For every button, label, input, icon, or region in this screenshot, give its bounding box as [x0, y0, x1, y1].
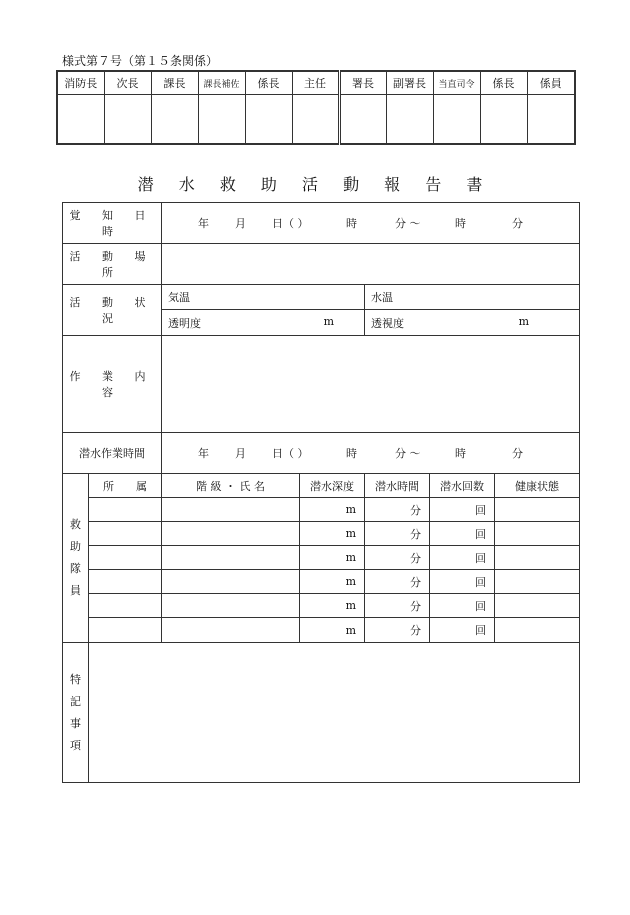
- rescue-header-dive-count: 潜水回数: [430, 474, 495, 498]
- table-row: [63, 618, 580, 643]
- approval-header-duty-commander: 当直司令: [433, 71, 480, 95]
- air-temp-label: 気温: [168, 291, 190, 304]
- special-notes-side-label: 特 記 事 項: [63, 643, 89, 783]
- dive-count-cell[interactable]: 回: [430, 594, 495, 618]
- affiliation-cell[interactable]: [89, 570, 162, 594]
- table-row: [63, 522, 580, 546]
- transparency-field[interactable]: [162, 310, 365, 336]
- stamp-cell[interactable]: [151, 95, 198, 145]
- rank-name-cell[interactable]: [162, 570, 300, 594]
- minute-unit: 分 〜: [395, 447, 421, 460]
- visibility-field[interactable]: [365, 310, 580, 336]
- stamp-cell[interactable]: [386, 95, 433, 145]
- approval-header-assistant-section-chief: 課長補佐: [198, 71, 245, 95]
- stamp-cell[interactable]: [104, 95, 151, 145]
- approval-header-chief-staff: 主任: [292, 71, 339, 95]
- approval-header-section-chief: 課長: [151, 71, 198, 95]
- stamp-cell[interactable]: [433, 95, 480, 145]
- stamp-cell[interactable]: [198, 95, 245, 145]
- hour-unit-2: 時: [455, 447, 466, 460]
- year-unit: 年: [198, 217, 209, 230]
- approval-header-subsection-chief-2: 係長: [480, 71, 527, 95]
- hour-unit: 時: [346, 217, 357, 230]
- visibility-unit: m: [518, 314, 530, 328]
- dive-time-cell[interactable]: 分: [365, 570, 430, 594]
- stamp-cell[interactable]: [245, 95, 292, 145]
- rescue-header-affiliation: 所 属: [89, 474, 162, 498]
- rank-name-cell[interactable]: [162, 522, 300, 546]
- health-cell[interactable]: [495, 546, 580, 570]
- rank-name-cell[interactable]: [162, 594, 300, 618]
- rescue-header-rank-name: 階 級 ・ 氏 名: [162, 474, 300, 498]
- hour-unit: 時: [346, 447, 357, 460]
- rescue-header-health: 健康状態: [495, 474, 580, 498]
- affiliation-cell[interactable]: [89, 546, 162, 570]
- stamp-cell[interactable]: [57, 95, 104, 145]
- table-row: [63, 594, 580, 618]
- document-title: 潜 水 救 助 活 動 報 告 書: [137, 175, 493, 194]
- health-cell[interactable]: [495, 594, 580, 618]
- approval-header-deputy-station-chief: 副署長: [386, 71, 433, 95]
- work-content-label: 作 業 内 容: [63, 336, 162, 433]
- minute-unit-2: 分: [512, 217, 523, 230]
- minute-unit-2: 分: [512, 447, 523, 460]
- awareness-datetime-label: 覚 知 日 時: [63, 203, 162, 244]
- dive-depth-cell[interactable]: m: [300, 570, 365, 594]
- affiliation-cell[interactable]: [89, 594, 162, 618]
- activity-place-label: 活 動 場 所: [63, 244, 162, 285]
- stamp-cell[interactable]: [339, 95, 386, 145]
- activity-status-label: 活 動 状 況: [63, 285, 162, 336]
- form-number: 様式第７号（第１５条関係）: [62, 54, 219, 68]
- approval-header-staff: 係員: [527, 71, 575, 95]
- table-row: [63, 546, 580, 570]
- hour-unit-2: 時: [455, 217, 466, 230]
- approval-header-fire-chief: 消防長: [57, 71, 104, 95]
- dive-count-cell[interactable]: 回: [430, 570, 495, 594]
- day-unit: 日（ ）: [272, 447, 309, 460]
- dive-depth-cell[interactable]: m: [300, 522, 365, 546]
- stamp-cell[interactable]: [527, 95, 575, 145]
- approval-stamp-table: [56, 70, 576, 145]
- health-cell[interactable]: [495, 570, 580, 594]
- air-temp-field[interactable]: [162, 285, 365, 310]
- transparency-label: 透明度: [168, 316, 201, 330]
- report-table: [62, 202, 580, 783]
- dive-depth-cell[interactable]: m: [300, 546, 365, 570]
- month-unit: 月: [235, 447, 246, 460]
- dive-work-time-field[interactable]: [162, 433, 580, 474]
- year-unit: 年: [198, 447, 209, 460]
- stamp-cell[interactable]: [292, 95, 339, 145]
- affiliation-cell[interactable]: [89, 498, 162, 522]
- table-row: [63, 570, 580, 594]
- affiliation-cell[interactable]: [89, 618, 162, 643]
- activity-place-field[interactable]: [162, 244, 580, 285]
- dive-depth-cell[interactable]: m: [300, 498, 365, 522]
- dive-count-cell[interactable]: 回: [430, 522, 495, 546]
- minute-unit: 分 〜: [395, 217, 421, 230]
- approval-header-station-chief: 署長: [339, 71, 386, 95]
- health-cell[interactable]: [495, 522, 580, 546]
- water-temp-field[interactable]: [365, 285, 580, 310]
- dive-work-time-label: 潜水作業時間: [63, 433, 162, 474]
- dive-count-cell[interactable]: 回: [430, 618, 495, 643]
- dive-depth-cell[interactable]: m: [300, 594, 365, 618]
- approval-header-subsection-chief: 係長: [245, 71, 292, 95]
- day-unit: 日（ ）: [272, 217, 309, 230]
- month-unit: 月: [235, 217, 246, 230]
- work-content-field[interactable]: [162, 336, 580, 433]
- rescue-header-dive-time: 潜水時間: [365, 474, 430, 498]
- dive-time-cell[interactable]: 分: [365, 522, 430, 546]
- dive-count-cell[interactable]: 回: [430, 498, 495, 522]
- stamp-cell[interactable]: [480, 95, 527, 145]
- dive-time-cell[interactable]: 分: [365, 546, 430, 570]
- transparency-unit: m: [323, 314, 334, 328]
- dive-time-cell[interactable]: 分: [365, 618, 430, 643]
- visibility-label: 透視度: [371, 316, 404, 330]
- dive-time-cell[interactable]: 分: [365, 498, 430, 522]
- dive-count-cell[interactable]: 回: [430, 546, 495, 570]
- awareness-datetime-field[interactable]: [162, 203, 580, 244]
- health-cell[interactable]: [495, 498, 580, 522]
- rescue-header-dive-depth: 潜水深度: [300, 474, 365, 498]
- approval-header-deputy-chief: 次長: [104, 71, 151, 95]
- rescue-crew-side-label: 救 助 隊 員: [63, 474, 89, 643]
- dive-depth-cell[interactable]: m: [300, 618, 365, 643]
- affiliation-cell[interactable]: [89, 522, 162, 546]
- water-temp-label: 水温: [371, 291, 393, 304]
- rank-name-cell[interactable]: [162, 498, 300, 522]
- table-row: [63, 498, 580, 522]
- health-cell[interactable]: [495, 618, 580, 643]
- rank-name-cell[interactable]: [162, 546, 300, 570]
- dive-time-cell[interactable]: 分: [365, 594, 430, 618]
- rank-name-cell[interactable]: [162, 618, 300, 643]
- special-notes-field[interactable]: [89, 643, 580, 783]
